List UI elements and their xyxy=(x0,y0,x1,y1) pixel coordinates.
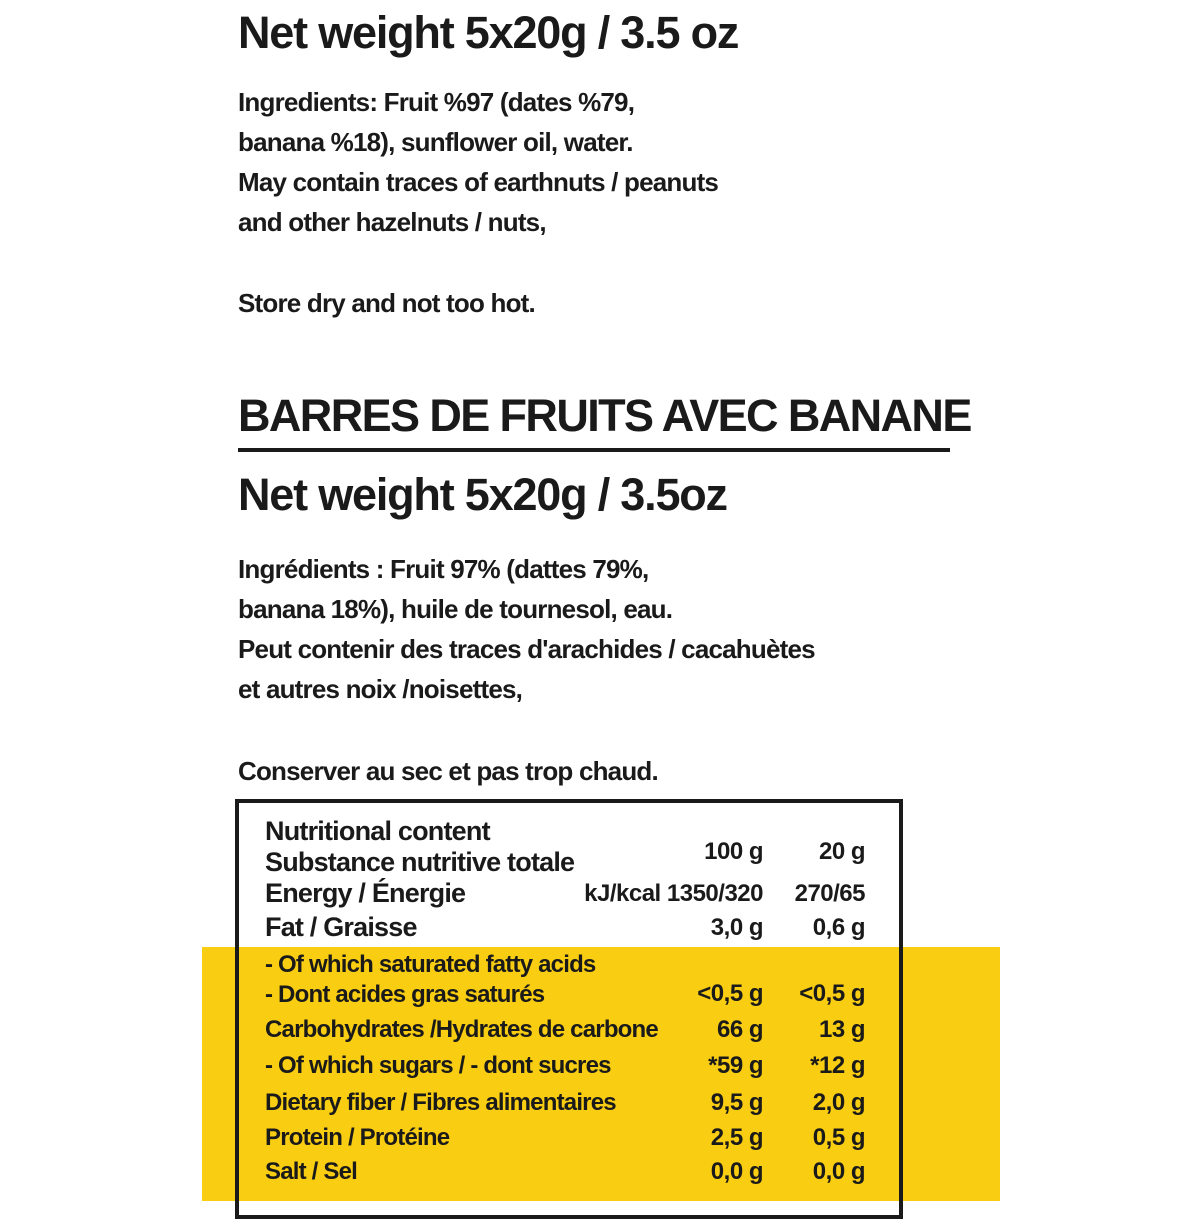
nutrition-row-label-salt: Salt / Sel xyxy=(265,1158,358,1185)
ingredients-english-line: Ingredients: Fruit %97 (dates %79, xyxy=(238,87,635,117)
nutrition-title-english: Nutritional content xyxy=(265,816,490,846)
storage-english: Store dry and not too hot. xyxy=(238,288,535,318)
nutrition-row-value-fiber-20g: 2,0 g xyxy=(812,1089,865,1116)
nutrition-row-value-saturated-100g: <0,5 g xyxy=(697,980,763,1007)
product-heading-french: BARRES DE FRUITS AVEC BANANE xyxy=(238,390,971,441)
nutrition-row-value-sugars-100g: *59 g xyxy=(708,1052,763,1079)
nutrition-title-french: Substance nutritive totale xyxy=(265,847,575,877)
nutrition-row-value-fiber-100g: 9,5 g xyxy=(710,1089,763,1116)
net-weight-english: Net weight 5x20g / 3.5 oz xyxy=(238,7,739,58)
nutrition-row-value-salt-100g: 0,0 g xyxy=(710,1158,763,1185)
nutrition-row-value-salt-20g: 0,0 g xyxy=(812,1158,865,1185)
nutrition-row-value-protein-20g: 0,5 g xyxy=(812,1124,865,1151)
nutrition-row-label-carbohydrates: Carbohydrates /Hydrates de carbone xyxy=(265,1016,658,1043)
ingredients-french-line: Peut contenir des traces d'arachides / cacahuètes xyxy=(238,634,815,664)
nutrition-row-value-fat-100g: 3,0 g xyxy=(710,914,763,941)
nutrition-row-value-saturated-20g: <0,5 g xyxy=(799,980,865,1007)
nutrition-row-label-protein: Protein / Protéine xyxy=(265,1124,450,1151)
column-header-100g: 100 g xyxy=(704,838,763,865)
ingredients-french-line: et autres noix /noisettes, xyxy=(238,674,523,704)
ingredients-french xyxy=(238,549,815,709)
nutrition-row-label-saturated-en: - Of which saturated fatty acids xyxy=(265,951,596,978)
column-header-20g: 20 g xyxy=(818,838,865,865)
nutrition-row-value-carbohydrates-20g: 13 g xyxy=(818,1016,865,1043)
ingredients-french-line: Ingrédients : Fruit 97% (dattes 79%, xyxy=(238,554,649,584)
ingredients-french-line: banana 18%), huile de tournesol, eau. xyxy=(238,594,673,624)
ingredients-english-line: banana %18), sunflower oil, water. xyxy=(238,127,633,157)
nutrition-row-value-energy-100g xyxy=(584,882,763,906)
energy-value-100g: 1350/320 xyxy=(666,880,763,907)
nutrition-row-value-energy-20g: 270/65 xyxy=(794,880,865,907)
nutrition-row-value-protein-100g: 2,5 g xyxy=(710,1124,763,1151)
nutrition-row-value-fat-20g: 0,6 g xyxy=(812,914,865,941)
nutrition-row-label-saturated-fr: - Dont acides gras saturés xyxy=(265,981,545,1008)
ingredients-english xyxy=(238,82,718,242)
nutrition-row-label-fat: Fat / Graisse xyxy=(265,912,417,942)
energy-unit: kJ/kcal xyxy=(584,880,661,907)
nutrition-row-label-energy: Energy / Énergie xyxy=(265,878,466,908)
net-weight-french: Net weight 5x20g / 3.5oz xyxy=(238,469,727,520)
ingredients-english-line: May contain traces of earthnuts / peanuts xyxy=(238,167,719,197)
ingredients-english-line: and other hazelnuts / nuts, xyxy=(238,207,546,237)
storage-french: Conserver au sec et pas trop chaud. xyxy=(238,756,658,786)
nutrition-row-label-fiber: Dietary fiber / Fibres alimentaires xyxy=(265,1089,616,1116)
nutrition-row-value-carbohydrates-100g: 66 g xyxy=(716,1016,763,1043)
heading-underline xyxy=(238,448,950,452)
nutrition-row-label-sugars: - Of which sugars / - dont sucres xyxy=(265,1052,611,1079)
nutrition-row-value-sugars-20g: *12 g xyxy=(810,1052,865,1079)
